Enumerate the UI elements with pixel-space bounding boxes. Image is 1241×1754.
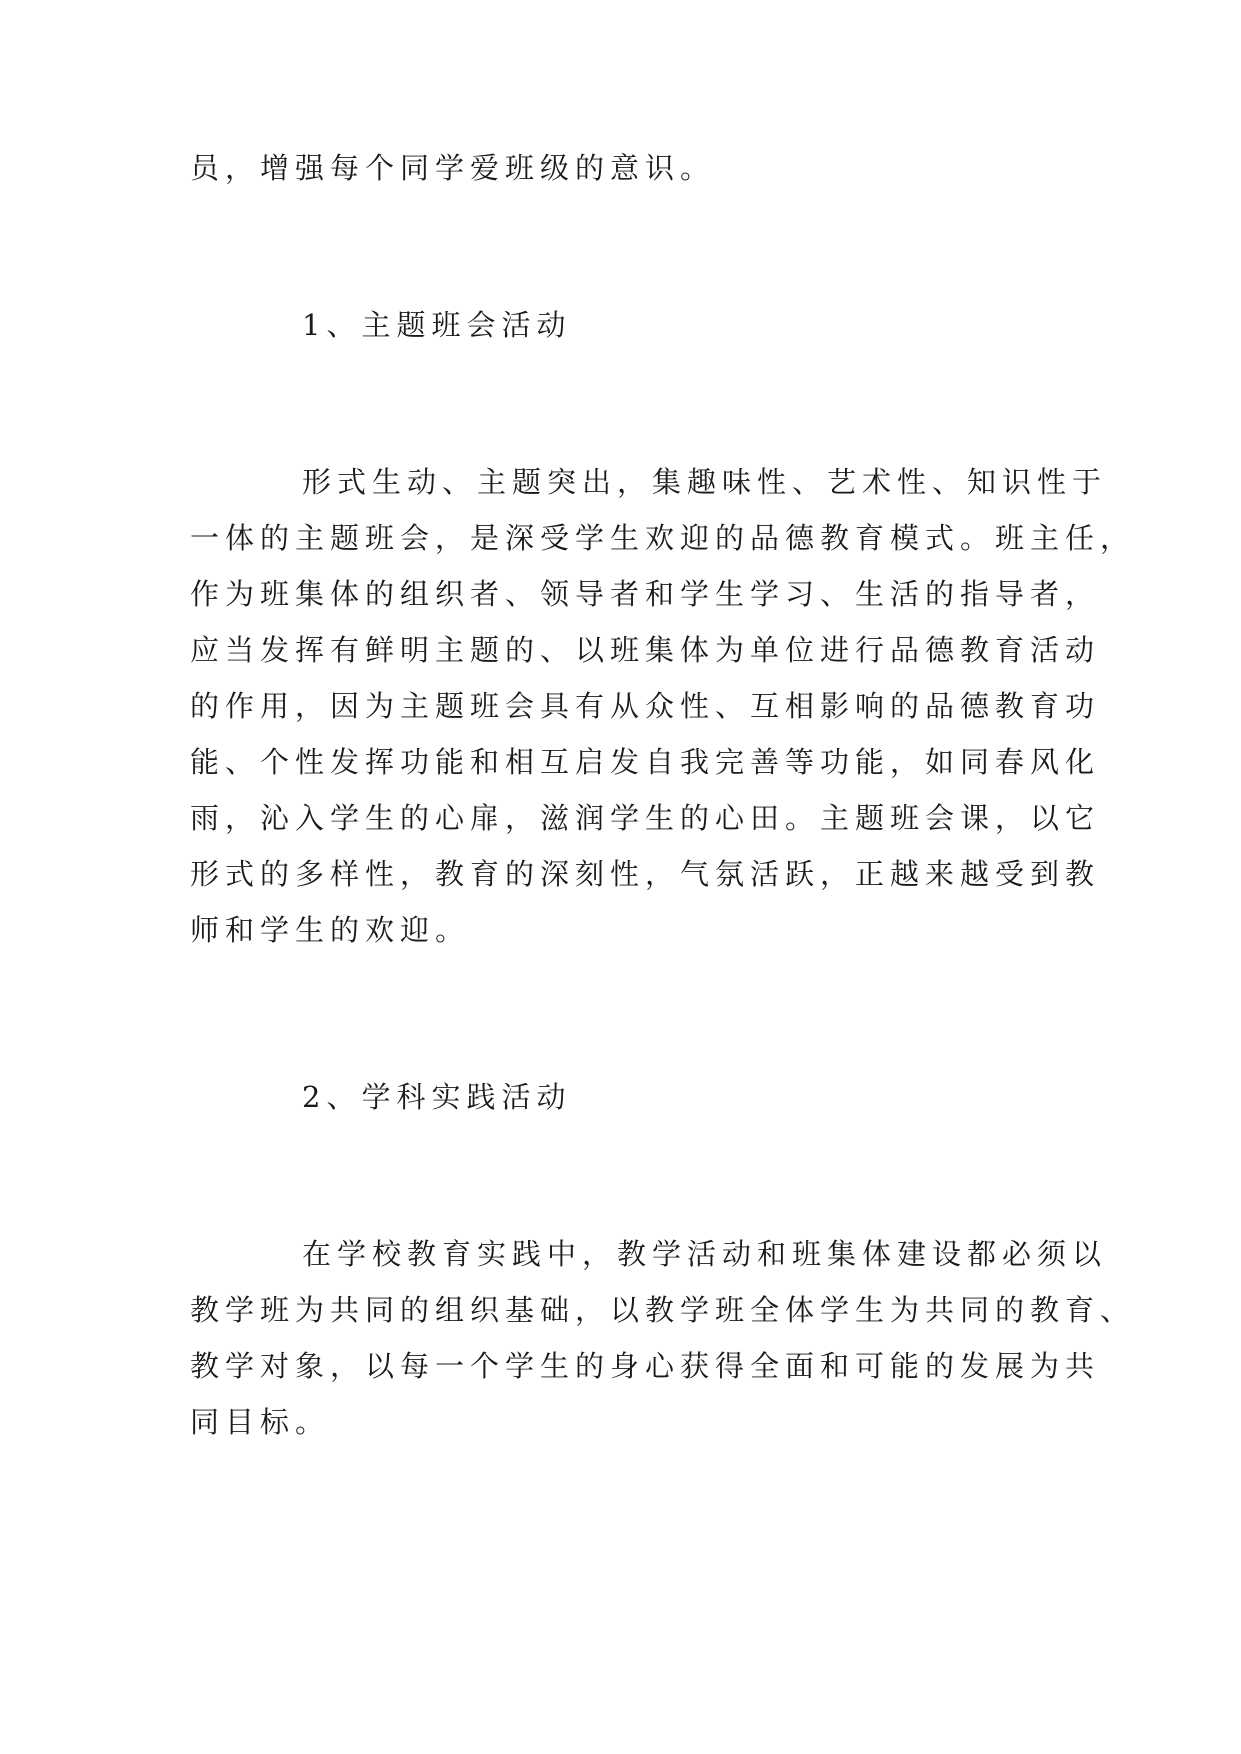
paragraph-line: 的作用，因为主题班会具有从众性、互相影响的品德教育功	[190, 689, 1101, 723]
paragraph-line: 同目标。	[190, 1405, 331, 1439]
paragraph-line: 能、个性发挥功能和相互启发自我完善等功能，如同春风化	[190, 745, 1101, 779]
paragraph-line: 一体的主题班会，是深受学生欢迎的品德教育模式。班主任，	[190, 521, 1136, 555]
paragraph-line: 应当发挥有鲜明主题的、以班集体为单位进行品德教育活动	[190, 633, 1101, 667]
paragraph-line: 雨，沁入学生的心扉，滋润学生的心田。主题班会课，以它	[190, 801, 1101, 835]
intro-paragraph-tail: 员，增强每个同学爱班级的意识。	[190, 151, 716, 185]
section-heading-2: 2、学科实践活动	[302, 1080, 572, 1114]
paragraph-line: 作为班集体的组织者、领导者和学生学习、生活的指导者，	[190, 577, 1101, 611]
section-heading-1: 1、主题班会活动	[302, 308, 572, 342]
paragraph-line: 形式生动、主题突出，集趣味性、艺术性、知识性于	[302, 465, 1108, 499]
paragraph-line: 教学班为共同的组织基础，以教学班全体学生为共同的教育、	[190, 1293, 1136, 1327]
paragraph-line: 教学对象，以每一个学生的身心获得全面和可能的发展为共	[190, 1349, 1101, 1383]
paragraph-line: 形式的多样性，教育的深刻性，气氛活跃，正越来越受到教	[190, 857, 1101, 891]
paragraph-line: 在学校教育实践中，教学活动和班集体建设都必须以	[302, 1237, 1108, 1271]
paragraph-line: 师和学生的欢迎。	[190, 913, 471, 947]
